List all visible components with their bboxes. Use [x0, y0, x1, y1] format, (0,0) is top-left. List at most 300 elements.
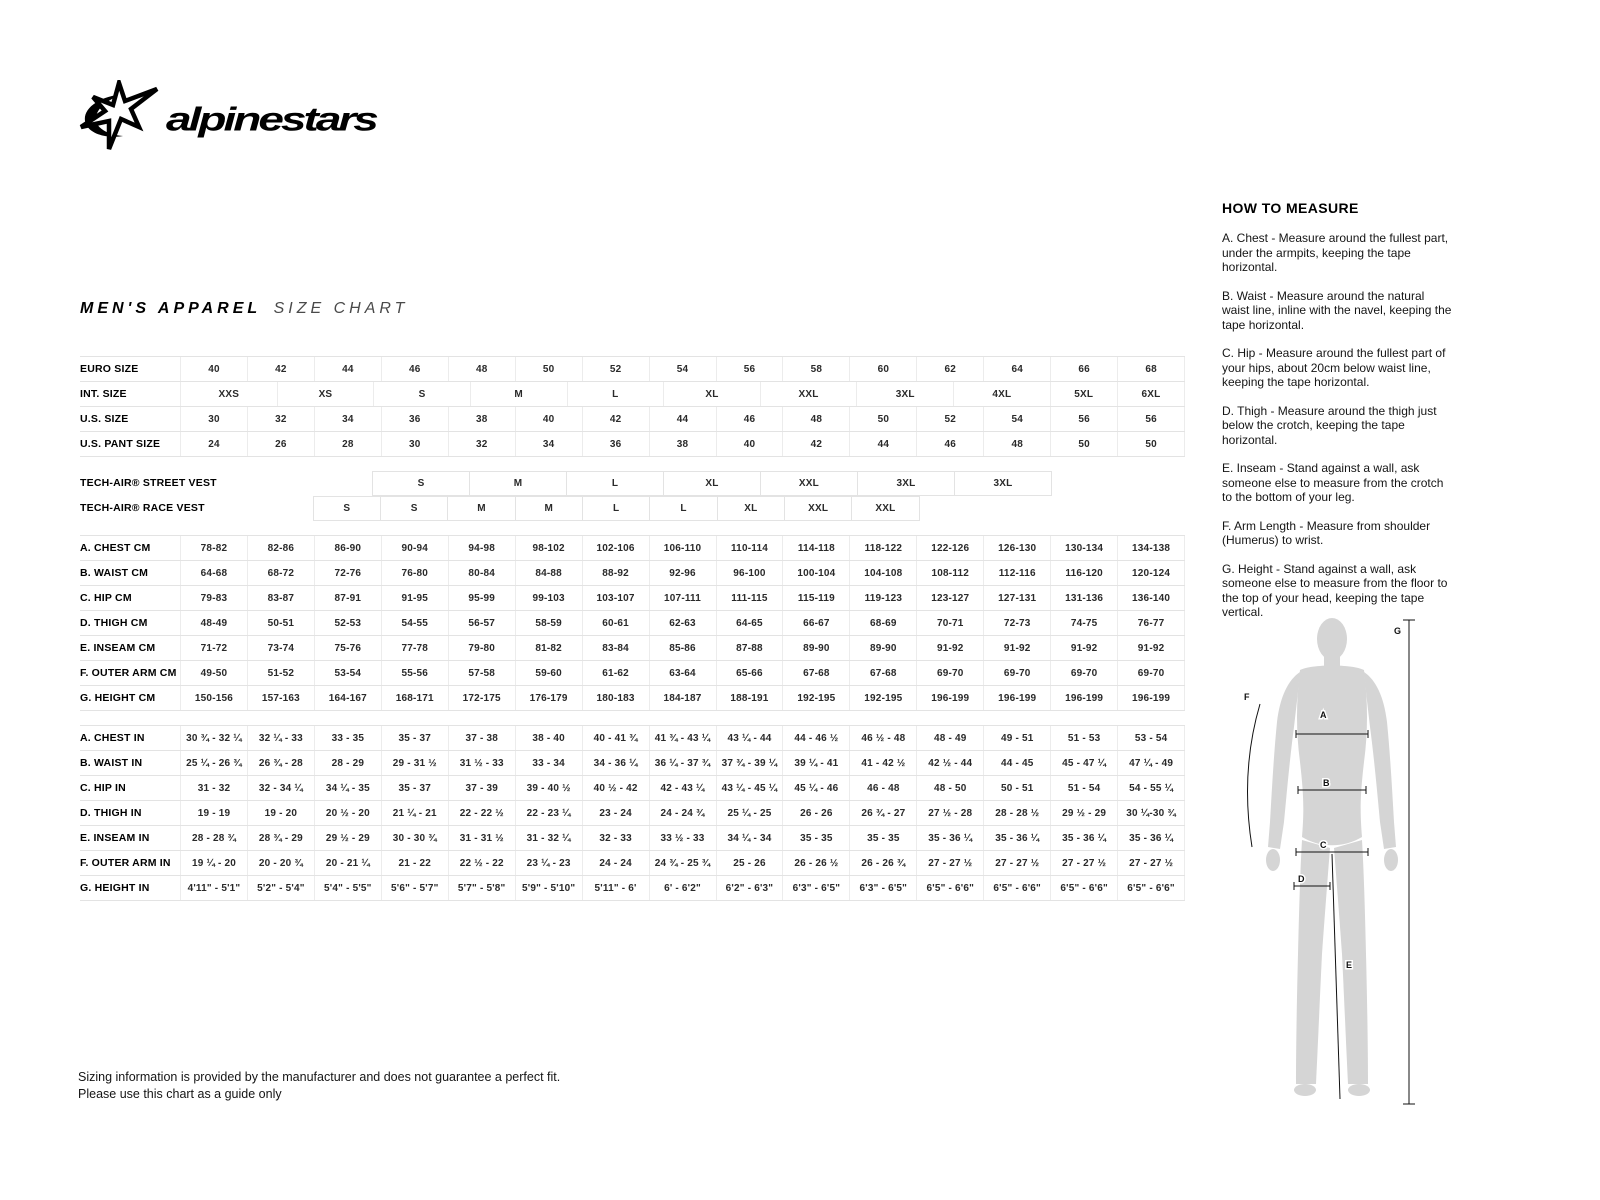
- table-cell: 64-65: [716, 611, 783, 635]
- table-cell: 5'9" - 5'10": [515, 876, 582, 900]
- row-label: E. INSEAM IN: [80, 831, 150, 844]
- row-label: G. HEIGHT IN: [80, 881, 150, 894]
- table-cell: 57-58: [448, 661, 515, 685]
- table-cell: 45 - 47 ¼: [1050, 751, 1117, 775]
- table-cell: 30: [381, 432, 448, 456]
- table-cell: 21 ¼ - 21: [381, 801, 448, 825]
- table-cell: 80-84: [448, 561, 515, 585]
- row-label: F. OUTER ARM CM: [80, 666, 177, 679]
- table-cell: 87-91: [314, 586, 381, 610]
- table-cell: 31 - 32 ¼: [515, 826, 582, 850]
- row-label: B. WAIST CM: [80, 566, 149, 579]
- table-cell: 48: [782, 407, 849, 431]
- table-cell: XXL: [784, 496, 851, 521]
- table-cell: 60: [849, 357, 916, 381]
- table-cell: 48: [448, 357, 515, 381]
- table-cell: 48 - 50: [916, 776, 983, 800]
- row-label: TECH-AIR® RACE VEST: [80, 502, 205, 514]
- table-cell: 24: [180, 432, 247, 456]
- table-cell: 69-70: [983, 661, 1050, 685]
- table-row: [80, 876, 1185, 901]
- table-cell: 21 - 22: [381, 851, 448, 875]
- table-cell: M: [515, 496, 582, 521]
- table-cell: 150-156: [180, 686, 247, 710]
- table-cell: 6XL: [1117, 382, 1185, 406]
- table-cell: 42: [247, 357, 314, 381]
- table-cell: 82-86: [247, 536, 314, 560]
- table-cell: 46 - 48: [849, 776, 916, 800]
- table-cell: 5XL: [1050, 382, 1117, 406]
- table-cell: 196-199: [1050, 686, 1117, 710]
- measure-items: [1222, 231, 1452, 620]
- table-cell: 44 - 46 ½: [782, 726, 849, 750]
- table-cell: 40: [180, 357, 247, 381]
- table-cell: 69-70: [1117, 661, 1185, 685]
- table-cell: 25 ¼ - 26 ¾: [180, 751, 247, 775]
- table-cell: 69-70: [916, 661, 983, 685]
- table-cell: 19 - 20: [247, 801, 314, 825]
- table-cell: 50: [1050, 432, 1117, 456]
- table-cell: 61-62: [582, 661, 649, 685]
- table-cell: 71-72: [180, 636, 247, 660]
- table-cell: 99-103: [515, 586, 582, 610]
- table-cell: 83-87: [247, 586, 314, 610]
- table-cell: 23 ¼ - 23: [515, 851, 582, 875]
- table-cell: 66-67: [782, 611, 849, 635]
- table-cell: 45 ¼ - 46: [782, 776, 849, 800]
- table-cell: 38: [649, 432, 716, 456]
- alpinestars-star-icon: [78, 80, 162, 157]
- table-cell: 56-57: [448, 611, 515, 635]
- table-cell: 6'5" - 6'6": [1117, 876, 1185, 900]
- human-silhouette-icon: [1232, 612, 1427, 1112]
- table-cell: 35 - 36 ¼: [1050, 826, 1117, 850]
- table-cell: M: [470, 382, 567, 406]
- table-cell: 79-83: [180, 586, 247, 610]
- table-cell: 5'7" - 5'8": [448, 876, 515, 900]
- page-title: [80, 300, 408, 318]
- table-row: [80, 382, 1185, 407]
- table-cell: 27 - 27 ½: [1050, 851, 1117, 875]
- table-cell: 172-175: [448, 686, 515, 710]
- table-cell: 85-86: [649, 636, 716, 660]
- row-label: U.S. SIZE: [80, 412, 129, 425]
- table-cell: 72-73: [983, 611, 1050, 635]
- table-cell: XXS: [180, 382, 277, 406]
- table-cell: 108-112: [916, 561, 983, 585]
- table-cell: 81-82: [515, 636, 582, 660]
- table-cell: 51 - 53: [1050, 726, 1117, 750]
- row-label: D. THIGH IN: [80, 806, 142, 819]
- how-to-measure-panel: [1222, 200, 1452, 634]
- table-cell: 77-78: [381, 636, 448, 660]
- table-row: [80, 751, 1185, 776]
- table-cell: M: [447, 496, 514, 521]
- table-cell: 136-140: [1117, 586, 1185, 610]
- table-cell: 69-70: [1050, 661, 1117, 685]
- table-cell: 196-199: [1117, 686, 1185, 710]
- table-cell: 91-95: [381, 586, 448, 610]
- figure-label-waist: B: [1323, 778, 1330, 788]
- table-cell: 75-76: [314, 636, 381, 660]
- table-cell: S: [380, 496, 447, 521]
- table-cell: 4'11" - 5'1": [180, 876, 247, 900]
- table-cell: L: [649, 496, 716, 521]
- brand-logo: [78, 80, 376, 157]
- row-label: C. HIP CM: [80, 591, 132, 604]
- figure-label-height: G: [1394, 626, 1402, 636]
- table-cell: 52: [582, 357, 649, 381]
- table-cell: 35 - 36 ¼: [983, 826, 1050, 850]
- table-cell: 35 - 36 ¼: [1117, 826, 1185, 850]
- measure-item: D. Thigh - Measure around the thigh just below the crotch, keeping the tape horizontal.: [1222, 403, 1437, 447]
- table-cell: 115-119: [782, 586, 849, 610]
- table-cell-spacer: [1052, 471, 1185, 496]
- table-cell: 36: [381, 407, 448, 431]
- table-cell: 180-183: [582, 686, 649, 710]
- how-to-measure-heading: HOW TO MEASURE: [1222, 200, 1359, 216]
- table-cell: 64-68: [180, 561, 247, 585]
- table-cell: 88-92: [582, 561, 649, 585]
- table-row: [80, 636, 1185, 661]
- table-cell: 26 - 26 ¾: [849, 851, 916, 875]
- table-cell: 22 - 22 ½: [448, 801, 515, 825]
- table-cell: 104-108: [849, 561, 916, 585]
- table-cell: 32 - 33: [582, 826, 649, 850]
- table-cell: 68: [1117, 357, 1185, 381]
- table-cell: 67-68: [849, 661, 916, 685]
- table-cell: 53 - 54: [1117, 726, 1185, 750]
- table-cell: 87-88: [716, 636, 783, 660]
- table-cell: 63-64: [649, 661, 716, 685]
- table-cell: 28 - 28 ¾: [180, 826, 247, 850]
- table-cell: 31 ½ - 33: [448, 751, 515, 775]
- table-cell: 65-66: [716, 661, 783, 685]
- table-cell: 58: [782, 357, 849, 381]
- table-row: [80, 586, 1185, 611]
- table-cell: 83-84: [582, 636, 649, 660]
- table-cell: 91-92: [916, 636, 983, 660]
- table-cell: 157-163: [247, 686, 314, 710]
- table-cell: 54: [983, 407, 1050, 431]
- table-cell: 39 - 40 ½: [515, 776, 582, 800]
- table-cell: 49 - 51: [983, 726, 1050, 750]
- table-cell: 66: [1050, 357, 1117, 381]
- table-cell: 46 ½ - 48: [849, 726, 916, 750]
- row-label: U.S. PANT SIZE: [80, 437, 161, 450]
- table-cell: 44 - 45: [983, 751, 1050, 775]
- table-cell: 70-71: [916, 611, 983, 635]
- measurement-figure: [1232, 612, 1427, 1117]
- table-cell: 26 - 26 ½: [782, 851, 849, 875]
- table-cell: 48: [983, 432, 1050, 456]
- measure-item: C. Hip - Measure around the fullest part of your hips, about 20cm below waist line, keeping the tape horizontal.: [1222, 346, 1446, 389]
- table-cell: 6'5" - 6'6": [916, 876, 983, 900]
- table-cell: 5'6" - 5'7": [381, 876, 448, 900]
- table-cell: 25 ¼ - 25: [716, 801, 783, 825]
- table-cell: 123-127: [916, 586, 983, 610]
- disclaimer: [78, 1069, 560, 1103]
- table-cell: 28 ¾ - 29: [247, 826, 314, 850]
- table-cell: 26 ¾ - 27: [849, 801, 916, 825]
- table-cell: 41 - 42 ½: [849, 751, 916, 775]
- table-cell: 31 - 32: [180, 776, 247, 800]
- table-cell: 84-88: [515, 561, 582, 585]
- table-cell: XXL: [760, 382, 857, 406]
- table-cell: 196-199: [916, 686, 983, 710]
- table-cell: 19 - 19: [180, 801, 247, 825]
- table-cell: 27 - 27 ½: [983, 851, 1050, 875]
- table-cell: 98-102: [515, 536, 582, 560]
- row-label: TECH-AIR® STREET VEST: [80, 477, 217, 489]
- table-cell: 24 - 24: [582, 851, 649, 875]
- table-row: [80, 611, 1185, 636]
- table-cell: 6'5" - 6'6": [1050, 876, 1117, 900]
- table-cell: 33 - 34: [515, 751, 582, 775]
- table-cell: 91-92: [983, 636, 1050, 660]
- measure-item: E. Inseam - Stand against a wall, ask someone else to measure from the crotch to the bottom of your leg.: [1222, 461, 1444, 504]
- table-cell: 42: [782, 432, 849, 456]
- measure-item: B. Waist - Measure around the natural waist line, inline with the navel, keeping the tape horizontal.: [1222, 288, 1452, 332]
- table-cell: 91-92: [1117, 636, 1185, 660]
- table-cell: 34: [515, 432, 582, 456]
- table-cell-spacer: [180, 496, 313, 521]
- table-cell: S: [372, 471, 469, 496]
- table-cell: 184-187: [649, 686, 716, 710]
- row-label: A. CHEST IN: [80, 731, 145, 744]
- table-cell: 20 - 20 ¾: [247, 851, 314, 875]
- table-cell: 53-54: [314, 661, 381, 685]
- table-row: [80, 801, 1185, 826]
- table-cell: 43 ¼ - 45 ¼: [716, 776, 783, 800]
- table-cell: 56: [716, 357, 783, 381]
- table-cell: 35 - 35: [849, 826, 916, 850]
- table-row: [80, 432, 1185, 457]
- table-cell: 42 - 43 ¼: [649, 776, 716, 800]
- table-cell: 118-122: [849, 536, 916, 560]
- table-cell: 86-90: [314, 536, 381, 560]
- table-cell: XL: [663, 471, 760, 496]
- table-cell: 4XL: [953, 382, 1050, 406]
- table-cell: 32 ¼ - 33: [247, 726, 314, 750]
- table-row: [80, 776, 1185, 801]
- table-cell: 46: [716, 407, 783, 431]
- table-group-inches: [80, 725, 1185, 901]
- table-cell: 50: [1117, 432, 1185, 456]
- row-label: A. CHEST CM: [80, 541, 151, 554]
- table-cell: 6'5" - 6'6": [983, 876, 1050, 900]
- table-cell: 47 ¼ - 49: [1117, 751, 1185, 775]
- table-cell: 6' - 6'2": [649, 876, 716, 900]
- table-cell: 32: [448, 432, 515, 456]
- table-cell: 38: [448, 407, 515, 431]
- table-cell: XL: [663, 382, 760, 406]
- table-row: [80, 826, 1185, 851]
- table-cell: 72-76: [314, 561, 381, 585]
- figure-label-arm: F: [1244, 692, 1250, 702]
- table-cell: 19 ¼ - 20: [180, 851, 247, 875]
- row-label: INT. SIZE: [80, 387, 127, 400]
- table-cell: 50-51: [247, 611, 314, 635]
- table-cell: 59-60: [515, 661, 582, 685]
- row-label: F. OUTER ARM IN: [80, 856, 171, 869]
- table-cell: 188-191: [716, 686, 783, 710]
- table-cell: 36: [582, 432, 649, 456]
- table-cell: 26 - 26: [782, 801, 849, 825]
- table-cell: 42: [582, 407, 649, 431]
- table-cell: 35 - 35: [782, 826, 849, 850]
- table-cell: 37 ¾ - 39 ¼: [716, 751, 783, 775]
- table-row: [80, 686, 1185, 711]
- table-cell: 103-107: [582, 586, 649, 610]
- table-cell: 130-134: [1050, 536, 1117, 560]
- table-cell: 28 - 28 ½: [983, 801, 1050, 825]
- row-label: D. THIGH CM: [80, 616, 148, 629]
- measure-item: G. Height - Stand against a wall, ask someone else to measure from the floor to the top of your head, keeping the tape vertical.: [1222, 561, 1448, 619]
- table-cell: 40: [515, 407, 582, 431]
- disclaimer-line2: Please use this chart as a guide only: [78, 1087, 282, 1101]
- table-group-cm: [80, 535, 1185, 711]
- table-cell: 34: [314, 407, 381, 431]
- table-cell: 5'11" - 6': [582, 876, 649, 900]
- table-cell: L: [582, 496, 649, 521]
- table-cell: 119-123: [849, 586, 916, 610]
- table-cell: 89-90: [782, 636, 849, 660]
- table-row: [80, 496, 1185, 521]
- table-cell: 106-110: [649, 536, 716, 560]
- table-cell: 74-75: [1050, 611, 1117, 635]
- table-cell: 192-195: [849, 686, 916, 710]
- table-cell: 50 - 51: [983, 776, 1050, 800]
- table-cell: 90-94: [381, 536, 448, 560]
- table-cell: 54-55: [381, 611, 448, 635]
- row-label: EURO SIZE: [80, 362, 139, 375]
- table-cell: 95-99: [448, 586, 515, 610]
- table-cell: 38 - 40: [515, 726, 582, 750]
- table-cell: 100-104: [782, 561, 849, 585]
- table-cell: 34 ¼ - 35: [314, 776, 381, 800]
- figure-label-inseam: E: [1346, 960, 1353, 970]
- table-cell: 6'3" - 6'5": [782, 876, 849, 900]
- table-cell: 27 - 27 ½: [1117, 851, 1185, 875]
- row-label: G. HEIGHT CM: [80, 691, 156, 704]
- table-cell: 176-179: [515, 686, 582, 710]
- measure-item: F. Arm Length - Measure from shoulder (Humerus) to wrist.: [1222, 518, 1431, 547]
- table-cell: 40: [716, 432, 783, 456]
- table-cell: 114-118: [782, 536, 849, 560]
- table-cell: 56: [1117, 407, 1185, 431]
- table-cell: 44: [849, 432, 916, 456]
- table-cell: 20 ½ - 20: [314, 801, 381, 825]
- table-cell: XXL: [851, 496, 919, 521]
- table-cell: 5'2" - 5'4": [247, 876, 314, 900]
- table-cell: 164-167: [314, 686, 381, 710]
- table-cell: 44: [314, 357, 381, 381]
- figure-label-thigh: D: [1298, 874, 1305, 884]
- size-table: [80, 356, 1185, 915]
- table-cell: 30: [180, 407, 247, 431]
- table-cell: 42 ½ - 44: [916, 751, 983, 775]
- table-cell: 43 ¼ - 44: [716, 726, 783, 750]
- table-cell: 89-90: [849, 636, 916, 660]
- table-cell: 32: [247, 407, 314, 431]
- figure-label-chest: A: [1320, 710, 1327, 720]
- table-cell: 40 ½ - 42: [582, 776, 649, 800]
- table-cell: 24 ¾ - 25 ¾: [649, 851, 716, 875]
- table-cell: 73-74: [247, 636, 314, 660]
- table-cell: 41 ¾ - 43 ¼: [649, 726, 716, 750]
- table-cell: 36 ¼ - 37 ¾: [649, 751, 716, 775]
- table-group-tech-air: [80, 471, 1185, 521]
- table-cell: 78-82: [180, 536, 247, 560]
- table-cell: 22 ½ - 22: [448, 851, 515, 875]
- table-cell: 62: [916, 357, 983, 381]
- table-cell: 5'4" - 5'5": [314, 876, 381, 900]
- table-cell: 35 - 37: [381, 726, 448, 750]
- brand-wordmark: alpinestars: [166, 99, 376, 138]
- table-cell: 96-100: [716, 561, 783, 585]
- table-cell: 25 - 26: [716, 851, 783, 875]
- table-cell: 30 ¾ - 32 ¼: [180, 726, 247, 750]
- table-row: [80, 851, 1185, 876]
- table-cell: 54: [649, 357, 716, 381]
- table-cell: L: [567, 382, 664, 406]
- table-cell: 24 - 24 ¾: [649, 801, 716, 825]
- table-cell: 62-63: [649, 611, 716, 635]
- table-cell: 76-80: [381, 561, 448, 585]
- table-cell: 50: [515, 357, 582, 381]
- table-cell: 116-120: [1050, 561, 1117, 585]
- table-cell: 91-92: [1050, 636, 1117, 660]
- table-cell: 122-126: [916, 536, 983, 560]
- table-cell: 3XL: [857, 471, 954, 496]
- table-cell: XL: [717, 496, 784, 521]
- table-cell: 46: [381, 357, 448, 381]
- table-cell: 35 - 36 ¼: [916, 826, 983, 850]
- table-cell: 126-130: [983, 536, 1050, 560]
- table-cell: 48-49: [180, 611, 247, 635]
- table-cell: 48 - 49: [916, 726, 983, 750]
- table-row: [80, 535, 1185, 561]
- table-cell: 68-69: [849, 611, 916, 635]
- table-cell: 196-199: [983, 686, 1050, 710]
- table-cell: 168-171: [381, 686, 448, 710]
- row-label: B. WAIST IN: [80, 756, 143, 769]
- table-cell: 23 - 24: [582, 801, 649, 825]
- table-cell: 6'2" - 6'3": [716, 876, 783, 900]
- table-cell: 30 - 30 ¾: [381, 826, 448, 850]
- table-cell: 37 - 39: [448, 776, 515, 800]
- table-row: [80, 356, 1185, 382]
- table-group-sizes: [80, 356, 1185, 457]
- table-cell: S: [313, 496, 380, 521]
- table-cell: 76-77: [1117, 611, 1185, 635]
- table-cell: 3XL: [856, 382, 953, 406]
- table-cell: 58-59: [515, 611, 582, 635]
- page-title-primary: MEN'S APPAREL: [80, 300, 262, 317]
- table-cell: 40 - 41 ¾: [582, 726, 649, 750]
- table-cell: L: [566, 471, 663, 496]
- table-row: [80, 407, 1185, 432]
- table-cell: 127-131: [983, 586, 1050, 610]
- table-cell: XXL: [760, 471, 857, 496]
- disclaimer-line1: Sizing information is provided by the manufacturer and does not guarantee a perfect fit.: [78, 1070, 561, 1084]
- table-cell: 54 - 55 ¼: [1117, 776, 1185, 800]
- table-cell: 52: [916, 407, 983, 431]
- table-cell: 131-136: [1050, 586, 1117, 610]
- table-cell: 110-114: [716, 536, 783, 560]
- table-cell: 56: [1050, 407, 1117, 431]
